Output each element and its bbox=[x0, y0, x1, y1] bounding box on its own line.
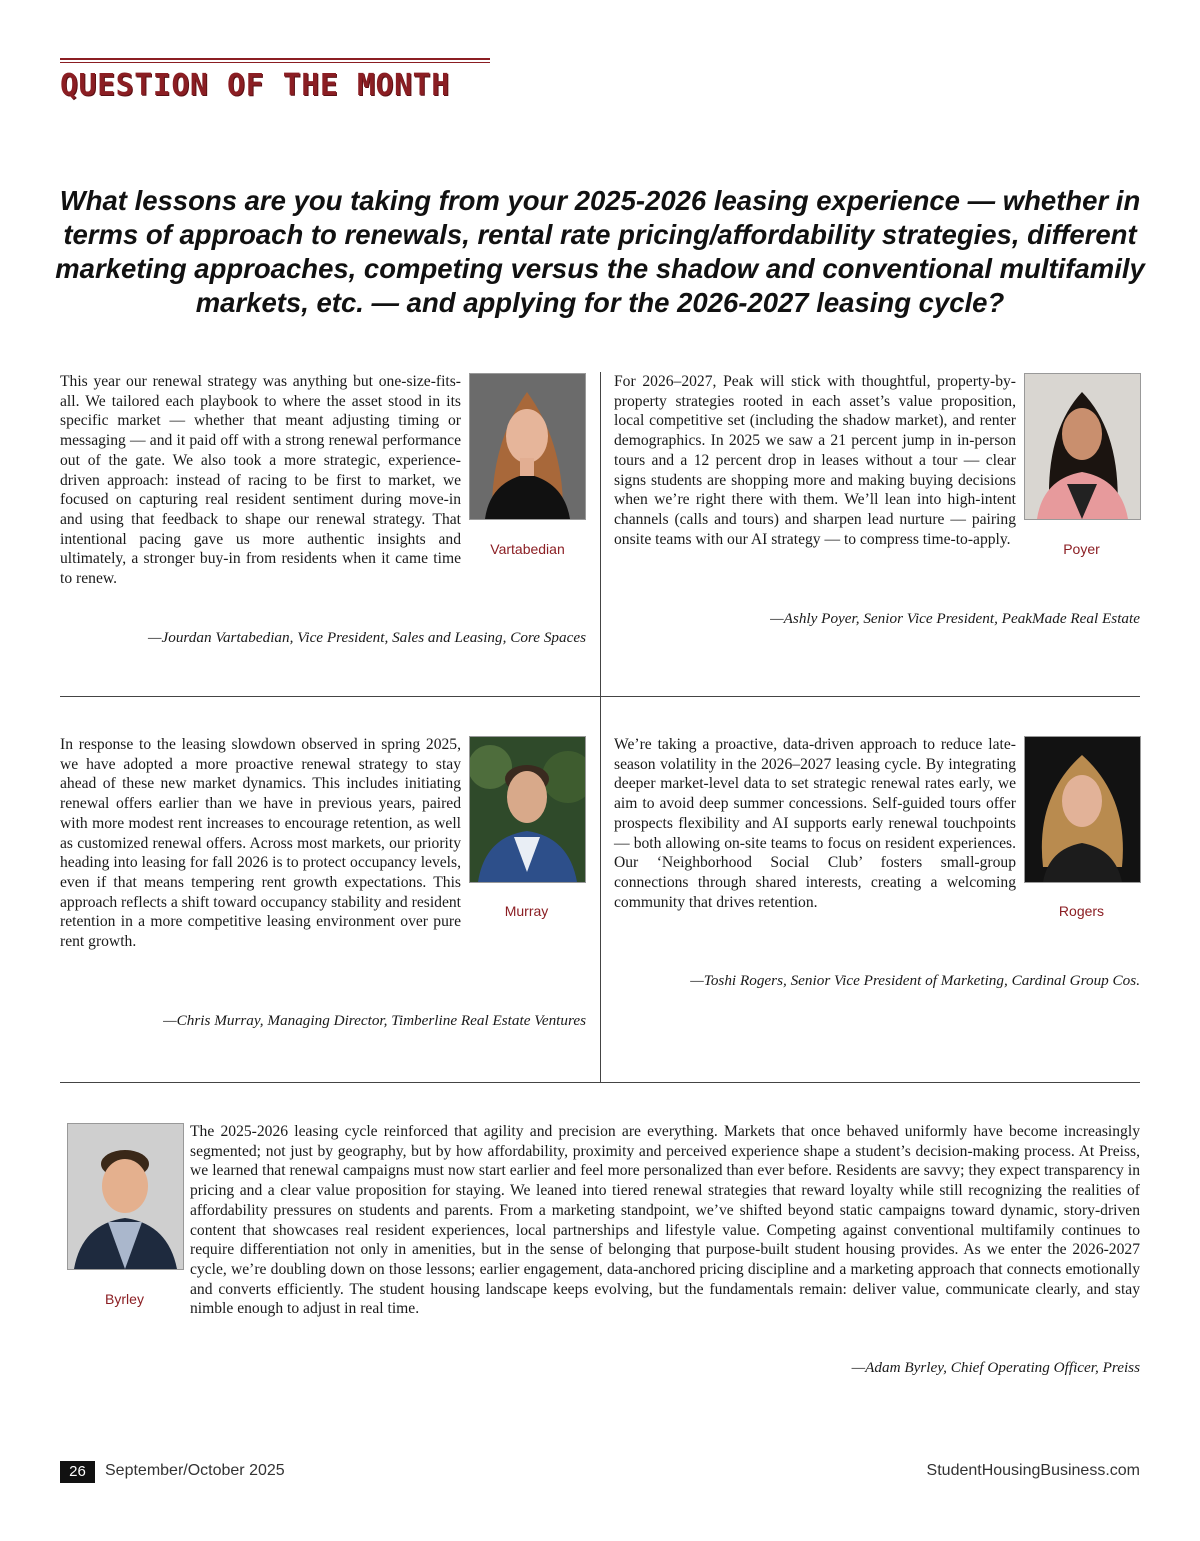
publication-site: StudentHousingBusiness.com bbox=[926, 1462, 1140, 1479]
response-text: For 2026–2027, Peak will stick with thoughtful, property-by-property strategies rooted in each asset’s value proposition, local competitive set (including the shadow market), and renter demographics. In 2025 we saw a 21 percent jump in in-person tours and a 12 percent drop in leases without a tour — clear signs students are shopping more and making buying decisions when we’re right there with them. We’ll lean into high-intent channels (calls and tours) and sharpen lead nurture — pairing onsite teams with our AI strategy — to compress time-to-apply. bbox=[614, 373, 1016, 548]
column-divider bbox=[600, 372, 601, 1083]
response-attribution: —Toshi Rogers, Senior Vice President of Marketing, Cardinal Group Cos. bbox=[690, 972, 1140, 989]
header-rule bbox=[60, 58, 490, 63]
response-text: This year our renewal strategy was anything but one-size-fits-all. We tailored each playbook to where the asset stood in its specific market — whether that meant adjusting timing or messaging — and it paid off with a strong renewal performance out of the gate. We also took a more strategic, experience-driven approach: instead of racing to be first to market, we focused on capturing real resident sentiment during move-in and using that feedback to shape our renewal strategy. That intentional pacing gave us more authentic insights and ultimately, a stronger buy-in from residents when it came time to renew. bbox=[60, 373, 461, 588]
question-heading: What lessons are you taking from your 2025-2026 leasing experience — whether in terms of approach to renewals, rental rate pricing/affordability strategies, different marketing approaches, competing versus the shadow and conventional multifamily markets, etc. — and applying for the 2026-2027 leasing cycle? bbox=[55, 185, 1145, 318]
response-text: In response to the leasing slowdown observed in spring 2025, we have adopted a more proactive renewal strategy to stay ahead of these new market dynamics. This includes initiating renewal offers earlier than we have in previous years, paired with more modest rent increases to encourage retention, as well as customized renewal offers. Across most markets, our priority heading into leasing for fall 2026 is to protect occupancy levels, even if that means tempering rent growth expectations. This approach reflects a shift toward occupancy stability and resident retention in a more competitive leasing environment over pure rent growth. bbox=[60, 736, 461, 951]
portrait-photo bbox=[1024, 373, 1141, 520]
photo-caption: Byrley bbox=[105, 1291, 144, 1307]
portrait-photo bbox=[469, 736, 586, 883]
photo-caption: Vartabedian bbox=[490, 541, 565, 557]
section-kicker: QUESTION OF THE MONTH bbox=[60, 68, 450, 103]
portrait-photo bbox=[67, 1123, 184, 1270]
page-number: 26 bbox=[60, 1461, 95, 1483]
response-text: We’re taking a proactive, data-driven approach to reduce late-season volatility in the 2026–2027 leasing cycle. By integrating deeper market-level data to set strategic renewal rates early, we aim to avoid deep summer concessions. Self-guided tours offer prospects flexibility and AI supports early renewal touchpoints — both allowing on-site teams to focus on resident experiences. Our ‘Neighborhood Social Club’ fosters small-group connections through shared interests, creating a welcoming community that drives retention. bbox=[614, 736, 1016, 911]
response-attribution: —Adam Byrley, Chief Operating Officer, Preiss bbox=[851, 1359, 1140, 1376]
photo-caption: Murray bbox=[504, 903, 549, 919]
response-attribution: —Chris Murray, Managing Director, Timberline Real Estate Ventures bbox=[163, 1012, 586, 1029]
response-attribution: —Ashly Poyer, Senior Vice President, PeakMade Real Estate bbox=[770, 610, 1140, 627]
response-attribution: —Jourdan Vartabedian, Vice President, Sales and Leasing, Core Spaces bbox=[148, 629, 586, 646]
row-divider bbox=[60, 696, 1140, 697]
portrait-photo bbox=[1024, 736, 1141, 883]
issue-date: September/October 2025 bbox=[105, 1462, 285, 1479]
portrait-photo bbox=[469, 373, 586, 520]
photo-caption: Rogers bbox=[1058, 903, 1105, 919]
row-divider bbox=[60, 1082, 1140, 1083]
response-text: The 2025-2026 leasing cycle reinforced that agility and precision are everything. Markets that once behaved uniformly have become increasingly segmented; not just by geography, but by how affordability, proximity and perceived experience shape a student’s decision-making process. At Preiss, we learned that renewal campaigns must now start earlier and feel more personalized than ever before. Residents are savvy; they expect transparency in pricing and a clear value proposition for staying. We leaned into tiered renewal strategies that reward loyalty while still recognizing the realities of affordability pressures on students and parents. From a marketing standpoint, we’ve shifted beyond static campaigns toward dynamic, story-driven content that showcases real resident experiences, local partnerships and lifestyle value. Competing against conventional multifamily continues to require differentiation not only in amenities, but in the sense of belonging that purpose-built student housing provides. As we enter the 2026-2027 cycle, we’re doubling down on those lessons; earlier engagement, data-anchored pricing discipline and a marketing approach that connects emotionally and converts efficiently. The student housing landscape keeps evolving, but the fundamentals remain: deliver value, communicate clearly, and stay nimble enough to adjust in real time. bbox=[190, 1123, 1140, 1318]
photo-caption: Poyer bbox=[1063, 541, 1100, 557]
